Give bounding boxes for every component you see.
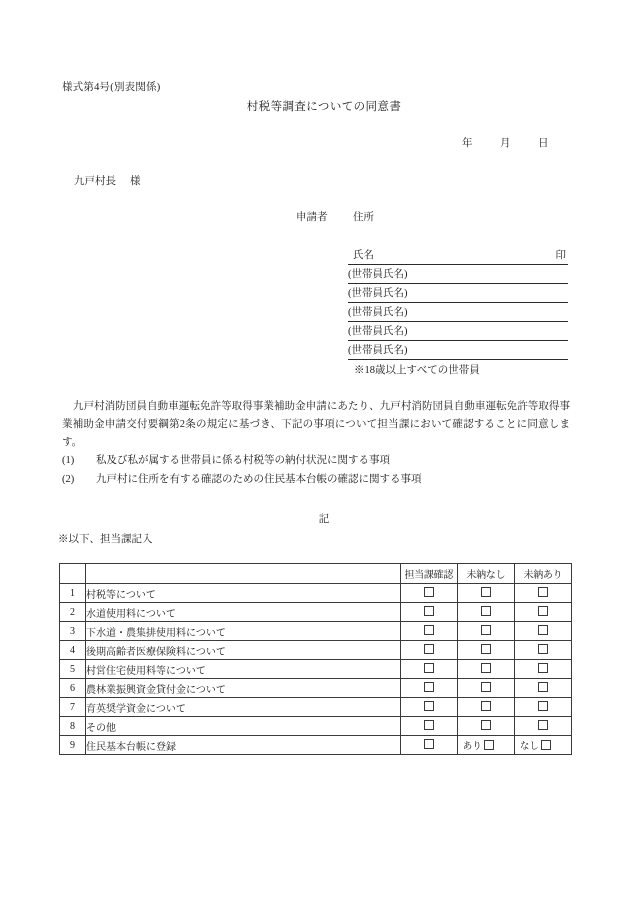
signature-block — [348, 246, 568, 360]
checkbox-icon[interactable] — [538, 701, 548, 711]
household-member-row-5[interactable] — [348, 341, 568, 360]
checkbox-icon[interactable] — [538, 606, 548, 616]
table-header-no — [60, 564, 86, 584]
date-line — [462, 135, 549, 150]
checkbox-cell-no-arrears[interactable] — [457, 698, 514, 717]
row-item-label: 下水道・農集排使用料について — [86, 622, 401, 641]
household-member-label: (世帯員氏名) — [348, 307, 408, 318]
checkbox-icon[interactable] — [481, 644, 491, 654]
clause-item-1 — [62, 452, 390, 467]
table-row — [60, 698, 572, 717]
checkbox-cell-dept-confirm[interactable] — [400, 622, 457, 641]
checkbox-icon[interactable] — [538, 625, 548, 635]
applicant-row — [296, 209, 374, 224]
row-item-label: 村営住宅使用料等について — [86, 660, 401, 679]
household-member-row-3[interactable] — [348, 303, 568, 322]
addressee-name: 九戸村長 — [74, 176, 116, 187]
table-row — [60, 717, 572, 736]
checkbox-icon[interactable] — [484, 740, 494, 750]
row-item-label: 後期高齢者医療保険料について — [86, 641, 401, 660]
checkbox-label-no: なし — [519, 742, 539, 752]
checkbox-cell-has-arrears[interactable] — [514, 717, 571, 736]
table-row — [60, 736, 572, 755]
admin-entry-note: ※以下、担当課記入 — [58, 534, 153, 545]
checkbox-icon[interactable] — [424, 587, 434, 597]
checkbox-cell-dept-confirm[interactable] — [400, 717, 457, 736]
household-member-label: (世帯員氏名) — [348, 326, 408, 337]
checkbox-icon[interactable] — [481, 625, 491, 635]
checkbox-icon[interactable] — [538, 682, 548, 692]
household-member-row-4[interactable] — [348, 322, 568, 341]
household-member-label: (世帯員氏名) — [348, 345, 408, 356]
signature-seal-label: 印 — [555, 250, 566, 261]
row-item-label: 農林業振興資金貸付金について — [86, 679, 401, 698]
household-member-row-1[interactable] — [348, 265, 568, 284]
checkbox-cell-has-arrears[interactable] — [514, 584, 571, 603]
clause-number: (1) — [62, 455, 75, 466]
checkbox-cell-dept-confirm[interactable] — [400, 660, 457, 679]
addressee — [74, 173, 141, 188]
row-number: 8 — [60, 717, 86, 736]
table-row — [60, 603, 572, 622]
checkbox-cell-has-arrears[interactable] — [514, 698, 571, 717]
checkbox-icon[interactable] — [424, 663, 434, 673]
checkbox-icon[interactable] — [424, 625, 434, 635]
checkbox-cell-dept-confirm[interactable] — [400, 641, 457, 660]
household-member-label: (世帯員氏名) — [348, 269, 408, 280]
table-row — [60, 660, 572, 679]
checkbox-cell-no-arrears[interactable] — [457, 641, 514, 660]
checkbox-cell-has-arrears[interactable] — [514, 641, 571, 660]
row-number: 7 — [60, 698, 86, 717]
addressee-honorific: 様 — [130, 176, 141, 187]
date-year-label: 年 — [462, 138, 473, 149]
checkbox-cell-no-arrears[interactable] — [457, 717, 514, 736]
table-row — [60, 679, 572, 698]
row-number: 9 — [60, 736, 86, 755]
clause-text: 私及び私が属する世帯員に係る村税等の納付状況に関する事項 — [96, 455, 390, 466]
document-title: 村税等調査についての同意書 — [246, 101, 402, 113]
row-number: 3 — [60, 622, 86, 641]
checkbox-cell-no-arrears[interactable] — [457, 622, 514, 641]
checkbox-cell-no-arrears[interactable] — [457, 584, 514, 603]
form-number: 様式第4号(別表関係) — [62, 82, 161, 93]
clause-item-2 — [62, 471, 422, 486]
applicant-label: 申請者 — [296, 212, 328, 223]
confirmation-table — [59, 563, 572, 755]
checkbox-cell-dept-confirm[interactable] — [400, 603, 457, 622]
checkbox-cell-has-arrears[interactable] — [514, 679, 571, 698]
table-header-dept-confirm: 担当課確認 — [400, 564, 457, 584]
checkbox-cell-no-arrears[interactable] — [457, 679, 514, 698]
signature-name-label: 氏名 — [353, 250, 374, 261]
table-row — [60, 641, 572, 660]
table-header-row — [60, 564, 572, 584]
row-number: 2 — [60, 603, 86, 622]
table-row — [60, 622, 572, 641]
checkbox-icon[interactable] — [424, 739, 434, 749]
checkbox-cell-has-arrears[interactable] — [514, 660, 571, 679]
checkbox-cell-has-arrears[interactable] — [514, 603, 571, 622]
checkbox-icon[interactable] — [481, 663, 491, 673]
row-number: 1 — [60, 584, 86, 603]
checkbox-cell-dept-confirm[interactable] — [400, 736, 457, 755]
checkbox-icon[interactable] — [481, 720, 491, 730]
checkbox-cell-registered-no[interactable] — [514, 736, 571, 755]
date-day-label: 日 — [538, 138, 549, 149]
checkbox-icon[interactable] — [424, 701, 434, 711]
row-item-label: 村税等について — [86, 584, 401, 603]
date-month-label: 月 — [500, 138, 511, 149]
table-header-has-arrears: 未納あり — [514, 564, 571, 584]
row-number: 4 — [60, 641, 86, 660]
checkbox-icon[interactable] — [424, 682, 434, 692]
row-item-label: 育英奨学資金について — [86, 698, 401, 717]
checkbox-icon[interactable] — [424, 606, 434, 616]
checkbox-icon[interactable] — [481, 587, 491, 597]
row-item-label: 住民基本台帳に登録 — [86, 736, 401, 755]
clause-number: (2) — [62, 474, 75, 485]
checkbox-icon[interactable] — [538, 644, 548, 654]
checkbox-icon[interactable] — [538, 720, 548, 730]
clause-text: 九戸村に住所を有する確認のための住民基本台帳の確認に関する事項 — [96, 474, 422, 485]
row-item-label: 水道使用料について — [86, 603, 401, 622]
checkbox-cell-has-arrears[interactable] — [514, 622, 571, 641]
row-number: 6 — [60, 679, 86, 698]
checkbox-icon[interactable] — [424, 720, 434, 730]
table-header-item — [86, 564, 401, 584]
household-member-note: ※18歳以上すべての世帯員 — [354, 365, 480, 376]
checkbox-icon[interactable] — [481, 682, 491, 692]
row-item-label: その他 — [86, 717, 401, 736]
checkbox-icon[interactable] — [424, 644, 434, 654]
applicant-address-label: 住所 — [353, 212, 374, 223]
signature-name-row[interactable] — [348, 246, 568, 265]
checkbox-icon[interactable] — [541, 740, 551, 750]
checkbox-icon[interactable] — [538, 663, 548, 673]
table-row — [60, 584, 572, 603]
checkbox-icon[interactable] — [481, 701, 491, 711]
consent-paragraph: 九戸村消防団員自動車運転免許等取得事業補助金申請にあたり、九戸村消防団員自動車運転免許等取得事業補助金申請交付要綱第2条の規定に基づき、下記の事項について担当課において確認することに同意します。 — [62, 401, 570, 448]
checkbox-cell-no-arrears[interactable] — [457, 660, 514, 679]
checkbox-icon[interactable] — [538, 587, 548, 597]
household-member-label: (世帯員氏名) — [348, 288, 408, 299]
checkbox-cell-dept-confirm[interactable] — [400, 679, 457, 698]
checkbox-cell-dept-confirm[interactable] — [400, 698, 457, 717]
household-member-row-2[interactable] — [348, 284, 568, 303]
table-header-no-arrears: 未納なし — [457, 564, 514, 584]
checkbox-cell-registered-yes[interactable] — [457, 736, 514, 755]
checkbox-icon[interactable] — [481, 606, 491, 616]
checkbox-cell-dept-confirm[interactable] — [400, 584, 457, 603]
checkbox-label-yes: あり — [462, 742, 482, 752]
ki-mark: 記 — [318, 514, 330, 525]
row-number: 5 — [60, 660, 86, 679]
checkbox-cell-no-arrears[interactable] — [457, 603, 514, 622]
